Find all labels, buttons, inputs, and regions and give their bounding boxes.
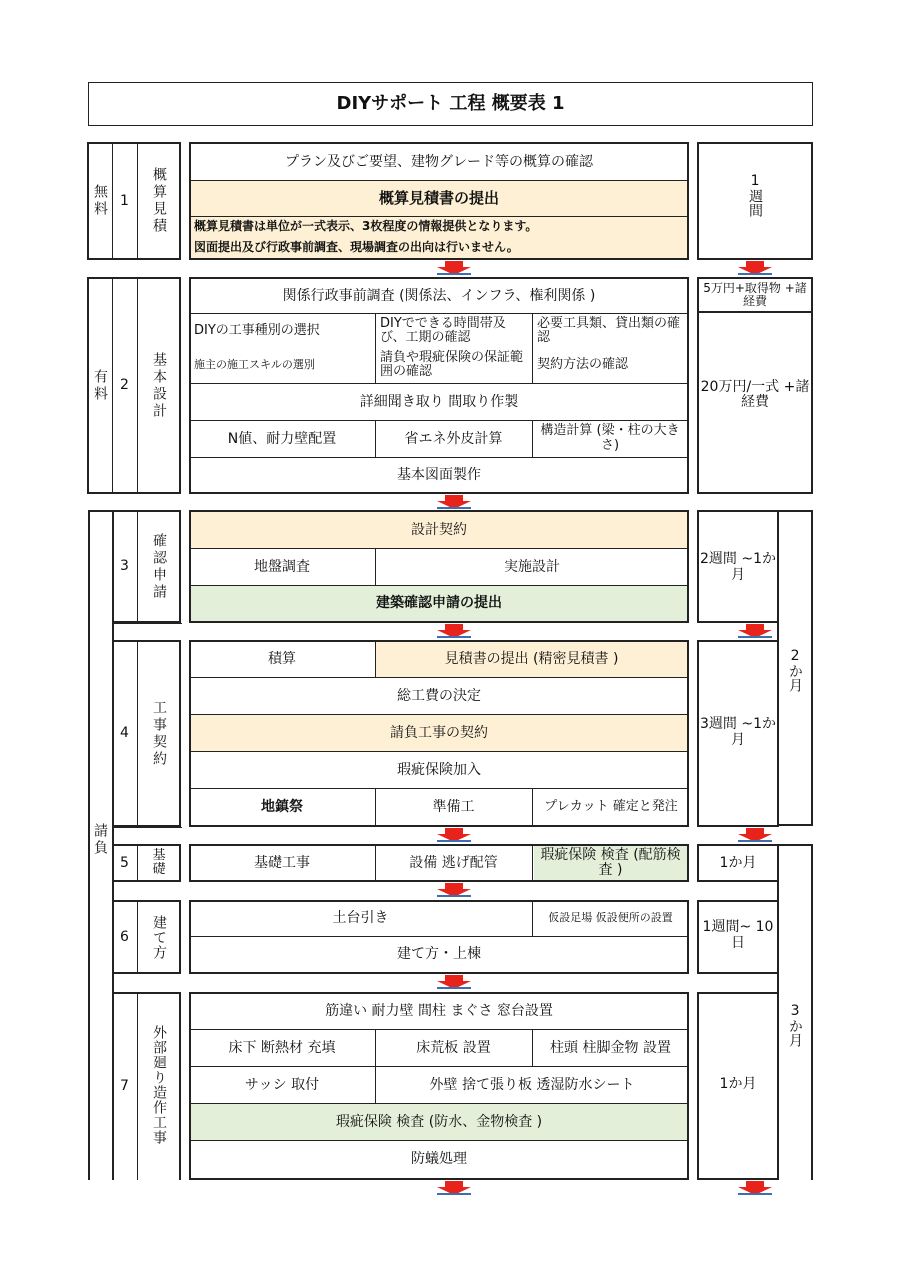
s6-row2: 建て方・上棟 xyxy=(397,946,481,963)
down-arrow-icon xyxy=(437,624,471,638)
s7-row4: 瑕疵保険 検査 (防水、金物検査 ) xyxy=(191,1104,687,1140)
s4-row4: 瑕疵保険加入 xyxy=(397,761,481,778)
s3-row1: 設計契約 xyxy=(191,512,687,548)
s7-row1: 筋違い 耐力壁 間柱 まぐさ 窓台設置 xyxy=(325,1002,553,1019)
s2-row1: 関係行政事前調査 (関係法、インフラ、権利関係 ) xyxy=(282,287,596,304)
s6-label: 建て方 xyxy=(151,914,168,960)
down-arrow-icon xyxy=(738,624,772,638)
down-arrow-icon xyxy=(437,1181,471,1195)
paid-label: 有料 xyxy=(92,368,109,403)
s7-duration: 1か月 xyxy=(719,1075,757,1092)
s6-duration: 1週間~ 10日 xyxy=(702,918,774,951)
s5-b: 設備 逃げ配管 xyxy=(409,854,498,871)
s3-label: 確認申請 xyxy=(151,532,168,601)
s4-label: 工事契約 xyxy=(151,699,168,768)
s4-r5b: 準備工 xyxy=(432,798,475,815)
s2-number: 2 xyxy=(120,377,129,394)
s2-b1: DIYでできる時間帯及び、工期の確認 xyxy=(380,315,506,345)
s7-r2c: 柱頭 柱脚金物 設置 xyxy=(550,1039,671,1056)
s3-number: 3 xyxy=(120,558,129,575)
span-2-duration: 2か月 xyxy=(787,648,804,692)
s6-number: 6 xyxy=(120,928,129,945)
s4-r5c: プレカット 確定と発注 xyxy=(544,798,678,814)
down-arrow-icon xyxy=(738,261,772,275)
down-arrow-icon xyxy=(738,1181,772,1195)
s2-label: 基本設計 xyxy=(151,351,168,420)
free-label: 無料 xyxy=(92,184,109,218)
s5-duration: 1か月 xyxy=(719,854,757,871)
s7-r2a: 床下 断熱材 充填 xyxy=(228,1039,336,1056)
s4-row2: 総工費の決定 xyxy=(397,687,481,704)
s5-a: 基礎工事 xyxy=(254,854,310,871)
page-title: DIYサポート 工程 概要表 1 xyxy=(336,92,565,114)
s7-number: 7 xyxy=(120,1077,129,1094)
s2-a1: DIYの工事種別の選択 xyxy=(194,322,320,338)
s3-r2b: 実施設計 xyxy=(504,558,560,575)
s3-row3: 建築確認申請の提出 xyxy=(191,586,687,621)
down-arrow-icon xyxy=(437,883,471,897)
s2-price1: 5万円+取得物 +諸経費 xyxy=(703,281,807,308)
s2-b2: 請負や瑕疵保険の保証範囲の確認 xyxy=(380,349,524,379)
s2-a2: 施主の施工スキルの選別 xyxy=(194,357,315,371)
s4-r5a: 地鎮祭 xyxy=(261,798,303,815)
s1-row2: 概算見積書の提出 xyxy=(191,181,687,216)
s4-number: 4 xyxy=(120,725,129,742)
s2-r4c: 構造計算 (梁・柱の大きさ) xyxy=(540,423,680,453)
down-arrow-icon xyxy=(738,828,772,842)
s2-c1: 必要工具類、貸出類の確認 xyxy=(537,315,681,345)
s2-row5: 基本図面製作 xyxy=(397,466,481,483)
s5-number: 5 xyxy=(120,854,129,871)
s7-label: 外部廻り造作工事 xyxy=(151,1025,168,1145)
s2-r4a: N値、耐力壁配置 xyxy=(227,430,337,447)
s4-row3: 請負工事の契約 xyxy=(191,715,687,751)
s7-row5: 防蟻処理 xyxy=(411,1151,467,1168)
s4-r1a: 積算 xyxy=(268,651,296,668)
s2-row3: 詳細聞き取り 間取り作製 xyxy=(359,393,519,410)
contract-label: 請負 xyxy=(92,823,109,857)
span-3-duration: 3か月 xyxy=(787,1003,804,1047)
s2-price2: 20万円/一式 +諸経費 xyxy=(700,378,810,410)
s7-r3a: サッシ 取付 xyxy=(244,1076,320,1093)
down-arrow-icon xyxy=(437,495,471,509)
s4-duration: 3週間 ~1か月 xyxy=(700,715,776,748)
s1-note1: 概算見積書は単位が一式表示、3枚程度の情報提供となります。 xyxy=(191,217,687,237)
down-arrow-icon xyxy=(437,261,471,275)
s4-r1b: 見積書の提出 (精密見積書 ) xyxy=(376,642,687,677)
s1-row1: プラン及びご要望、建物グレード等の概算の確認 xyxy=(285,153,593,170)
down-arrow-icon xyxy=(437,975,471,989)
s6-r1a: 土台引き xyxy=(332,910,389,927)
s2-c2: 契約方法の確認 xyxy=(537,356,629,372)
s1-number: 1 xyxy=(120,192,129,209)
s5-c: 瑕疵保険 検査 (配筋検査 ) xyxy=(534,846,687,880)
s7-r3b: 外壁 捨て張り板 透湿防水シート xyxy=(429,1076,635,1093)
s5-label: 基礎 xyxy=(152,848,166,877)
s3-r2a: 地盤調査 xyxy=(254,558,310,575)
s2-r4b: 省エネ外皮計算 xyxy=(404,430,503,447)
s7-r2b: 床荒板 設置 xyxy=(416,1039,491,1056)
s1-note2: 図面提出及び行政事前調査、現場調査の出向は行いません。 xyxy=(191,237,687,258)
s1-label: 概算見積 xyxy=(151,167,168,235)
s3-duration: 2週間 ~1か月 xyxy=(700,550,776,583)
s1-duration: 1週間 xyxy=(747,173,764,217)
s6-r1b: 仮設足場 仮設便所の設置 xyxy=(548,911,673,925)
down-arrow-icon xyxy=(437,828,471,842)
